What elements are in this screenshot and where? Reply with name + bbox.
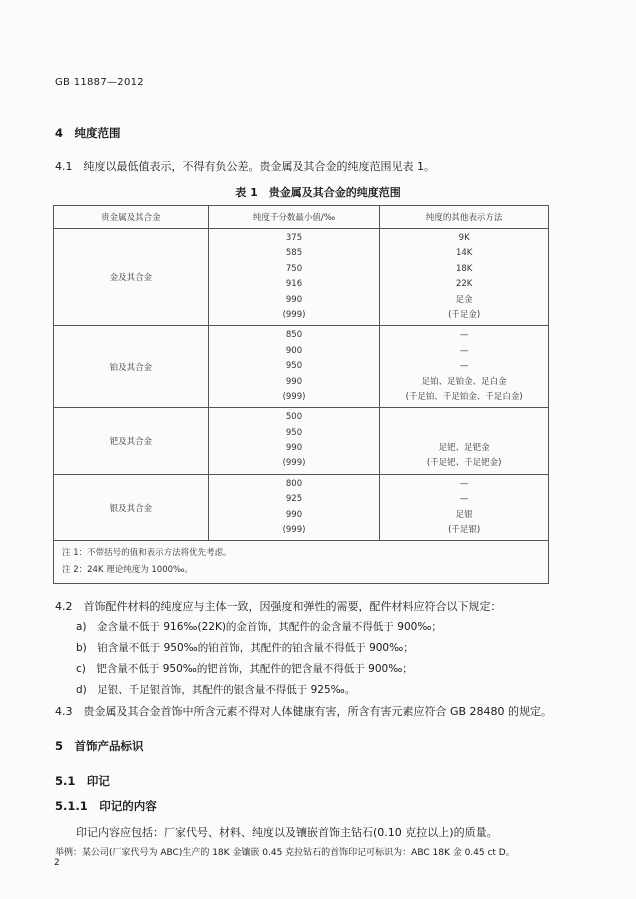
- other-notations: [380, 326, 549, 408]
- table-note: 注 2：24K 理论纯度为 1000‰。: [62, 565, 193, 576]
- other-notation: (千足金): [448, 309, 481, 320]
- clause-4-2-item-a: a) 金含量不低于 916‰(22K)的金首饰，其配件的金含量不得低于 900‰；: [76, 621, 442, 633]
- purity-values: [208, 229, 380, 326]
- clause-5-1-1-title: 5.1.1 印记的内容: [55, 799, 157, 813]
- purity-value: 950: [285, 361, 303, 372]
- clause-5-1-1-example: 举例：某公司(厂家代号为 ABC)生产的 18K 金镶嵌 0.45 克拉钻石的首饰印记可标识为：ABC 18K 金 0.45 ct D。: [55, 848, 515, 858]
- clause-4-3: 4.3 贵金属及其合金首饰中所含元素不得对人体健康有害，所含有害元素应符合 GB 28480 的规定。: [55, 705, 553, 718]
- purity-values: [208, 474, 380, 541]
- purity-value: 375: [285, 233, 303, 243]
- purity-value: 850: [285, 330, 303, 341]
- other-notations: [380, 229, 549, 326]
- purity-value: 925: [285, 494, 303, 505]
- other-notation: (千足铂、千足铂金、千足白金): [405, 391, 523, 402]
- other-notation: 22K: [455, 279, 473, 290]
- purity-value: 500: [285, 412, 303, 423]
- other-notations: [380, 408, 549, 475]
- purity-value: (999): [282, 525, 306, 536]
- page-number: 2: [54, 858, 60, 868]
- other-notation: 9K: [458, 233, 470, 243]
- purity-value: (999): [282, 391, 306, 402]
- other-notation: 18K: [455, 263, 473, 274]
- purity-value: 916: [285, 279, 303, 290]
- clause-5-1-1-body: 印记内容应包括：厂家代号、材料、纯度以及镶嵌首饰主钻石(0.10 克拉以上)的质量。: [76, 826, 498, 839]
- purity-value: 900: [285, 345, 303, 356]
- clause-4-1: 4.1 纯度以最低值表示，不得有负公差。贵金属及其合金的纯度范围见表 1。: [55, 160, 435, 173]
- other-notation: 足铂、足铂金、足白金: [421, 376, 507, 387]
- document-header: GB 11887—2012: [55, 77, 144, 88]
- metal-name: 银及其合金: [54, 474, 209, 541]
- purity-values: [208, 326, 380, 408]
- purity-value: (999): [282, 458, 306, 469]
- purity-value: 990: [285, 443, 303, 454]
- other-notation: [380, 426, 548, 441]
- table-note: 注 1：不带括号的值和表示方法将优先考虑。: [62, 548, 232, 559]
- other-notation: —: [459, 361, 469, 372]
- section-5-title: 5 首饰产品标识: [55, 739, 144, 753]
- purity-value: 990: [285, 294, 303, 305]
- table-header-row: [54, 206, 549, 229]
- other-notation: —: [459, 494, 469, 505]
- other-notation: 足银: [455, 509, 473, 520]
- other-notation: (千足钯、千足钯金): [426, 458, 502, 469]
- metal-name: 金及其合金: [54, 229, 209, 326]
- purity-value: 800: [285, 478, 303, 489]
- table-notes: [54, 541, 549, 584]
- purity-value: 585: [285, 248, 303, 259]
- other-notation: —: [459, 330, 469, 341]
- clause-4-2: 4.2 首饰配件材料的纯度应与主体一致，因强度和弹性的需要，配件材料应符合以下规定：: [55, 600, 502, 613]
- purity-table: [53, 205, 549, 584]
- table-row: [54, 408, 549, 475]
- purity-value: 750: [285, 263, 303, 274]
- header-metal: 贵金属及其合金: [54, 206, 209, 229]
- other-notation: (千足银): [448, 525, 481, 536]
- purity-value: 990: [285, 509, 303, 520]
- other-notations: [380, 474, 549, 541]
- table-row: [54, 229, 549, 326]
- table-notes-row: [54, 541, 549, 584]
- header-other-notation: 纯度的其他表示方法: [380, 206, 549, 229]
- header-min-purity: 纯度千分数最小值/‰: [208, 206, 380, 229]
- section-4-title: 4 纯度范围: [55, 126, 121, 140]
- purity-value: 990: [285, 376, 303, 387]
- clause-4-2-item-d: d) 足银、千足银首饰，其配件的银含量不得低于 925‰。: [76, 684, 356, 696]
- clause-4-2-item-b: b) 铂含量不低于 950‰的铂首饰，其配件的铂含量不得低于 900‰；: [76, 642, 414, 654]
- other-notation: —: [459, 345, 469, 356]
- clause-5-1-title: 5.1 印记: [55, 774, 110, 788]
- other-notation: 足钯、足钯金: [438, 443, 490, 454]
- purity-value: (999): [282, 309, 306, 320]
- other-notation: [380, 410, 548, 425]
- metal-name: 钯及其合金: [54, 408, 209, 475]
- purity-values: [208, 408, 380, 475]
- table-row: [54, 474, 549, 541]
- purity-value: 950: [285, 427, 303, 438]
- table-row: [54, 326, 549, 408]
- other-notation: 足金: [455, 294, 473, 305]
- other-notation: —: [459, 478, 469, 489]
- metal-name: 铂及其合金: [54, 326, 209, 408]
- table-1-caption: 表 1 贵金属及其合金的纯度范围: [235, 186, 401, 199]
- clause-4-2-item-c: c) 钯含量不低于 950‰的钯首饰，其配件的钯含量不得低于 900‰；: [76, 663, 413, 675]
- other-notation: 14K: [455, 248, 473, 259]
